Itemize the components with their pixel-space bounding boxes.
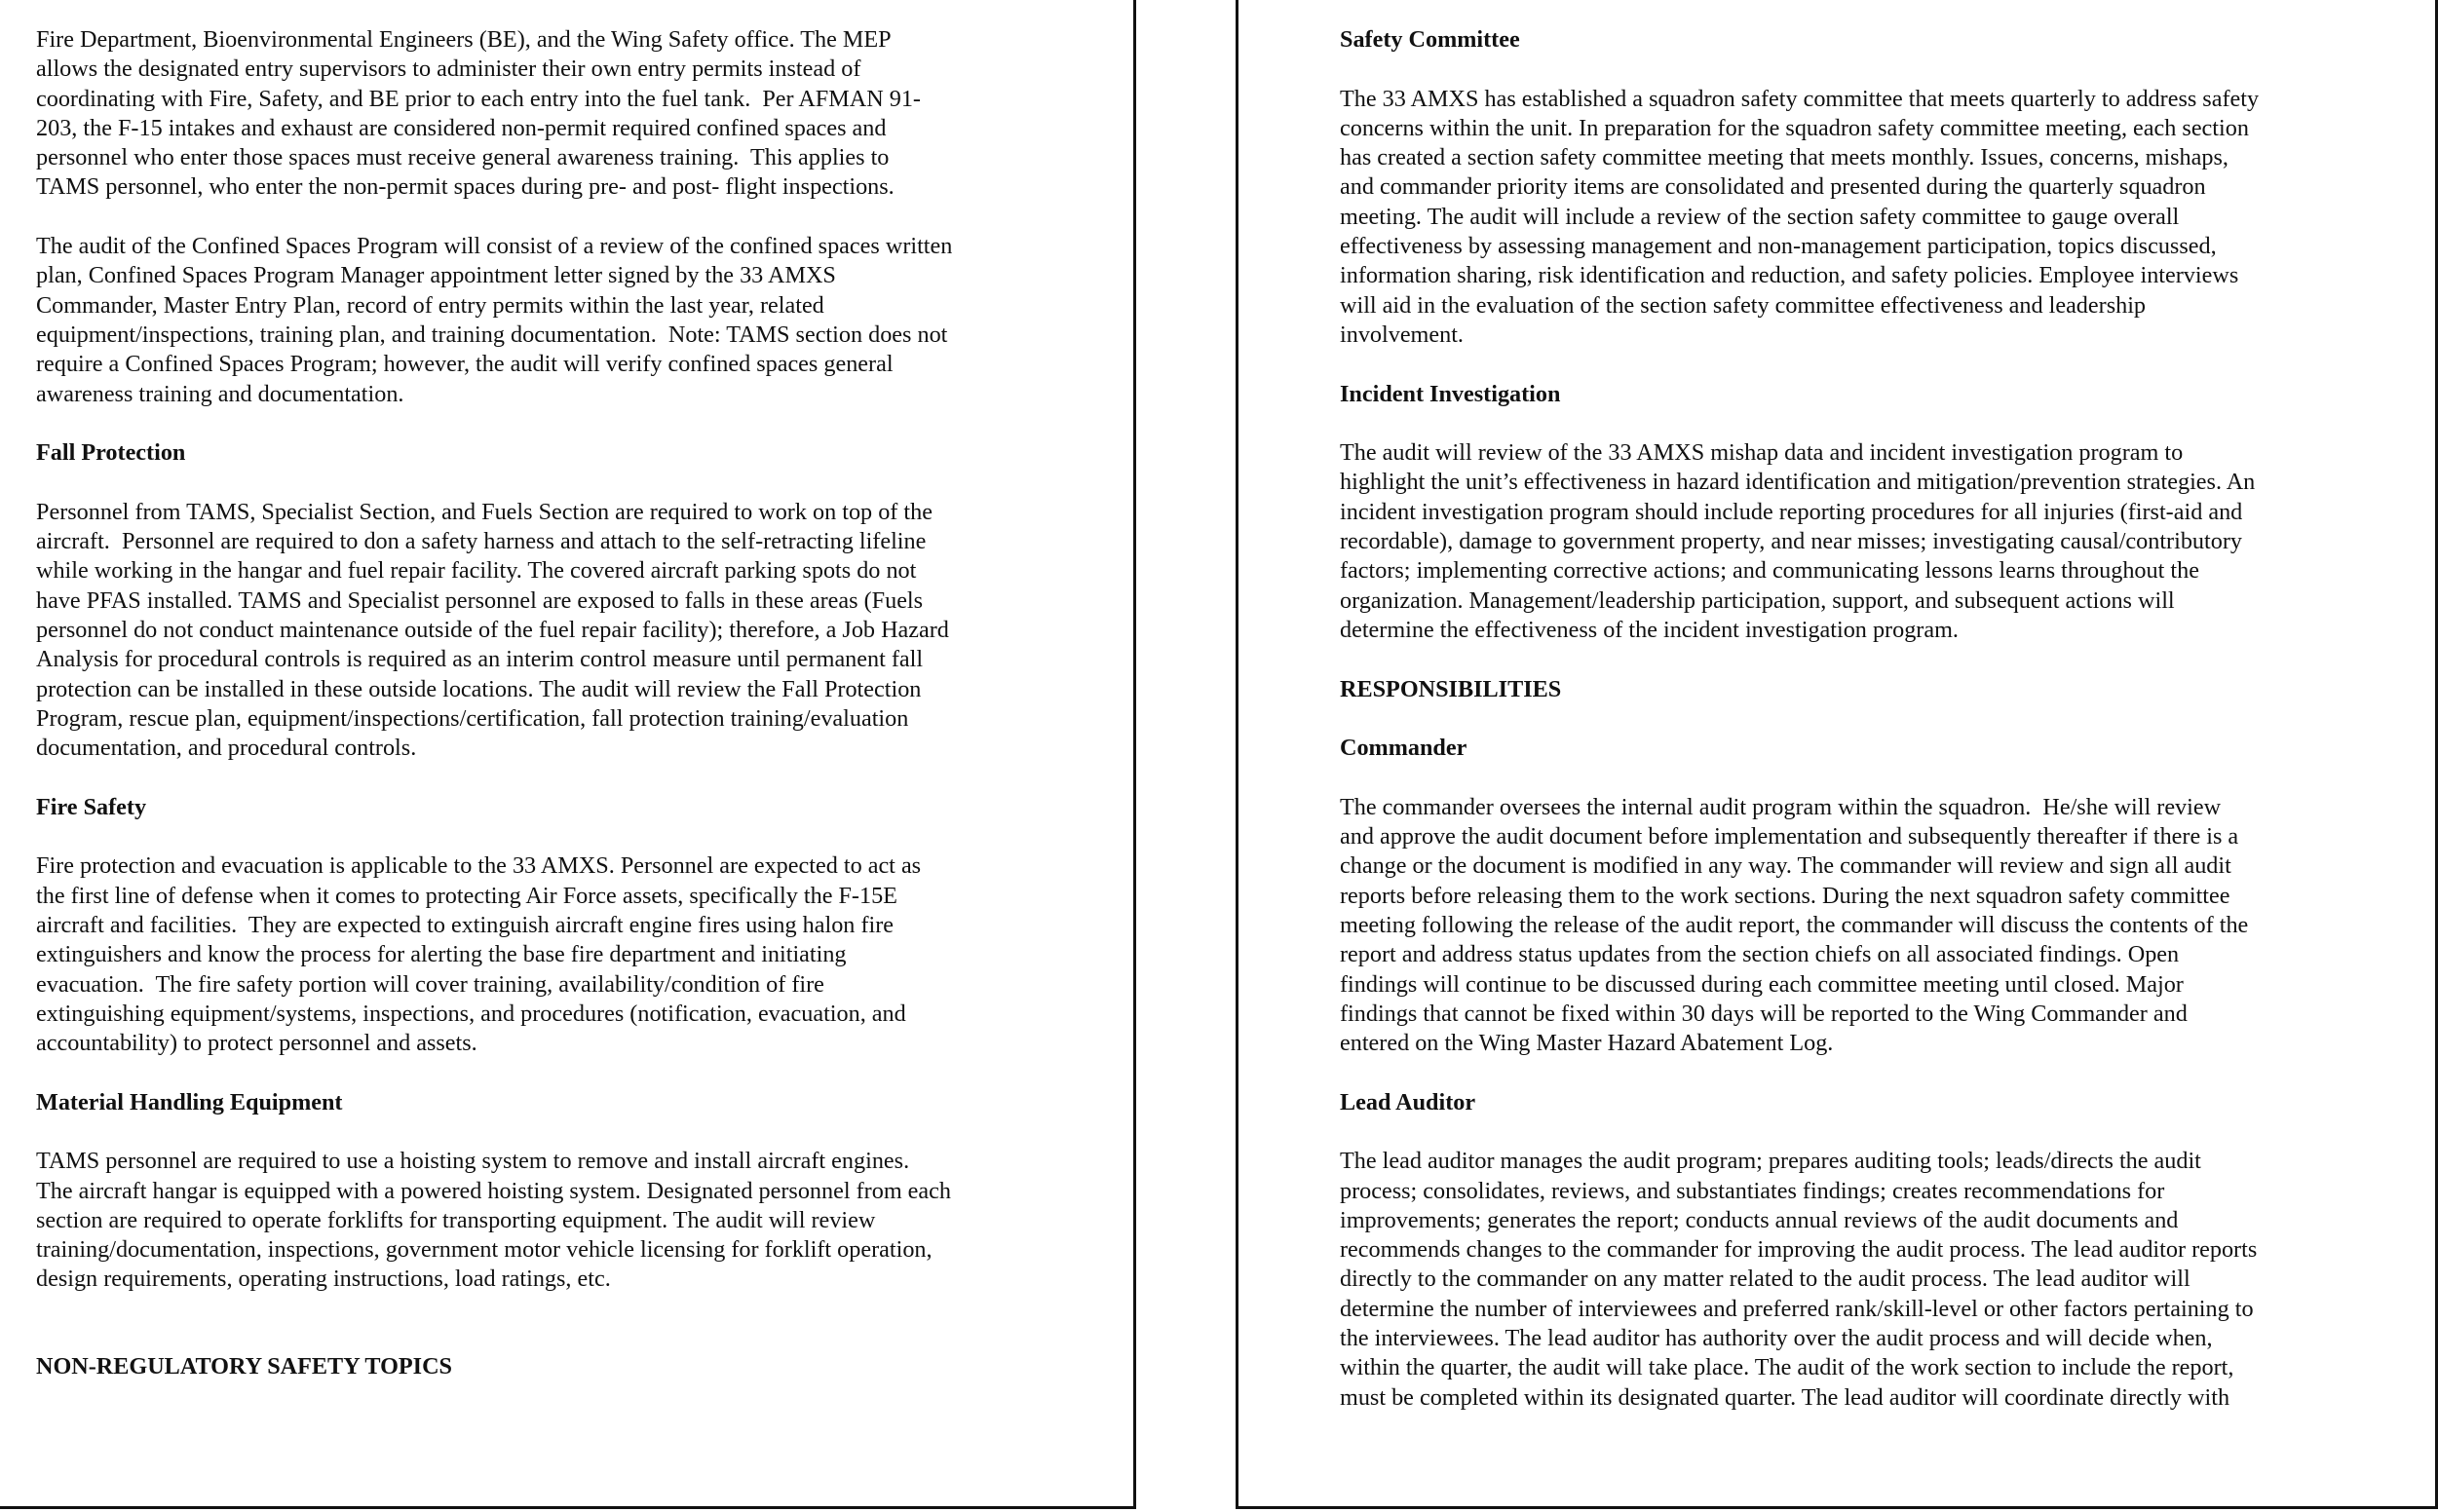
text-line: recordable), damage to government property, and near misses; investigating causal/contributory: [1340, 528, 2242, 555]
text-line: the first line of defense when it comes to protecting Air Force assets, specifically the F-15E: [36, 882, 897, 909]
text-line: determine the number of interviewees and preferred rank/skill-level or other factors pertaining to: [1340, 1295, 2254, 1322]
text-line: incident investigation program should include reporting procedures for all injuries (first-aid and: [1340, 498, 2243, 525]
text-line: meeting. The audit will include a review of the section safety committee to gauge overall: [1340, 203, 2180, 230]
text-line: The audit of the Confined Spaces Program will consist of a review of the confined spaces written: [36, 233, 953, 260]
text-line: factors; implementing corrective actions; and communicating lessons learns throughout the: [1340, 557, 2199, 585]
text-line: protection can be installed in these outside locations. The audit will review the Fall Protection: [36, 675, 922, 702]
text-line: aircraft and facilities. They are expected to extinguish aircraft engine fires using halon fire: [36, 911, 895, 938]
text-line: meeting following the release of the audit report, the commander will discuss the contents of the: [1340, 911, 2249, 938]
heading-non-regulatory-safety-topics: NON-REGULATORY SAFETY TOPICS: [36, 1352, 452, 1380]
paragraph-commander: [1340, 793, 2353, 1059]
text-line: The audit will review of the 33 AMXS mishap data and incident investigation program to: [1340, 439, 2184, 467]
heading-lead-auditor: Lead Auditor: [1340, 1088, 1476, 1115]
text-line: TAMS personnel, who enter the non-permit spaces during pre- and post- flight inspections.: [36, 173, 895, 201]
text-line: training/documentation, inspections, government motor vehicle licensing for forklift operation,: [36, 1236, 933, 1264]
text-line: personnel who enter those spaces must receive general awareness training. This applies to: [36, 144, 890, 171]
text-line: The 33 AMXS has established a squadron safety committee that meets quarterly to address safety: [1340, 85, 2260, 112]
heading-fall-protection: Fall Protection: [36, 439, 186, 467]
paragraph-safety-committee: [1340, 85, 2353, 351]
text-line: and approve the audit document before implementation and subsequently thereafter if there is a: [1340, 823, 2239, 850]
paragraph-material-handling-equipment: [36, 1147, 1049, 1294]
heading-commander: Commander: [1340, 735, 1467, 762]
text-line: findings will continue to be discussed during each committee meeting until closed. Major: [1340, 970, 2184, 998]
text-line: section are required to operate forklifts for transporting equipment. The audit will review: [36, 1206, 876, 1233]
text-line: involvement.: [1340, 321, 1464, 348]
paragraph-confined-spaces-intro: [36, 25, 1049, 203]
text-line: extinguishing equipment/systems, inspections, and procedures (notification, evacuation, and: [36, 1000, 906, 1027]
text-line: directly to the commander on any matter related to the audit process. The lead auditor will: [1340, 1266, 2190, 1293]
text-line: The commander oversees the internal audit program within the squadron. He/she will review: [1340, 793, 2222, 820]
text-line: change or the document is modified in any way. The commander will review and sign all audit: [1340, 852, 2231, 880]
text-line: Analysis for procedural controls is required as an interim control measure until permanent fall: [36, 646, 924, 673]
paragraph-fire-safety: [36, 851, 1049, 1058]
paragraph-lead-auditor: [1340, 1147, 2353, 1413]
text-line: effectiveness by assessing management and non-management participation, topics discussed,: [1340, 233, 2217, 260]
text-line: The lead auditor manages the audit program; prepares auditing tools; leads/directs the audit: [1340, 1148, 2201, 1175]
heading-safety-committee: Safety Committee: [1340, 26, 1520, 53]
text-line: and commander priority items are consolidated and presented during the quarterly squadron: [1340, 173, 2206, 201]
text-line: Fire protection and evacuation is applicable to the 33 AMXS. Personnel are expected to act as: [36, 852, 922, 880]
text-line: report and address status updates from the section chiefs on all associated findings. Open: [1340, 941, 2180, 968]
text-line: extinguishers and know the process for alerting the base fire department and initiating: [36, 941, 847, 968]
paragraph-fall-protection: [36, 498, 1049, 764]
text-line: accountability) to protect personnel and assets.: [36, 1030, 477, 1057]
heading-fire-safety: Fire Safety: [36, 793, 147, 820]
text-line: entered on the Wing Master Hazard Abatement Log.: [1340, 1030, 1834, 1057]
paragraph-confined-spaces-audit: [36, 232, 1049, 409]
text-line: has created a section safety committee meeting that meets monthly. Issues, concerns, mishaps,: [1340, 144, 2228, 171]
text-line: the interviewees. The lead auditor has authority over the audit process and will decide when,: [1340, 1325, 2213, 1352]
text-line: equipment/inspections, training plan, and training documentation. Note: TAMS section does not: [36, 321, 948, 348]
text-line: must be completed within its designated quarter. The lead auditor will coordinate directly with: [1340, 1383, 2230, 1411]
text-line: process; consolidates, reviews, and substantiates findings; creates recommendations for: [1340, 1177, 2165, 1204]
heading-material-handling-equipment: Material Handling Equipment: [36, 1088, 343, 1115]
text-line: plan, Confined Spaces Program Manager appointment letter signed by the 33 AMXS: [36, 262, 836, 289]
text-line: aircraft. Personnel are required to don a safety harness and attach to the self-retracting lifeline: [36, 528, 927, 555]
heading-responsibilities: RESPONSIBILITIES: [1340, 675, 1562, 702]
text-line: organization. Management/leadership participation, support, and subsequent actions will: [1340, 586, 2175, 614]
text-line: documentation, and procedural controls.: [36, 735, 417, 762]
right-page-content: [1340, 25, 2353, 1442]
text-line: reports before releasing them to the work sections. During the next squadron safety committee: [1340, 882, 2230, 909]
text-line: The aircraft hangar is equipped with a powered hoisting system. Designated personnel from each: [36, 1177, 951, 1204]
text-line: Personnel from TAMS, Specialist Section, and Fuels Section are required to work on top of the: [36, 498, 933, 525]
paragraph-incident-investigation: [1340, 438, 2353, 645]
heading-incident-investigation: Incident Investigation: [1340, 380, 1561, 407]
left-document-page: [0, 0, 1136, 1509]
text-line: will aid in the evaluation of the section safety committee effectiveness and leadership: [1340, 291, 2147, 319]
text-line: have PFAS installed. TAMS and Specialist personnel are exposed to falls in these areas (Fuels: [36, 586, 924, 614]
text-line: while working in the hangar and fuel repair facility. The covered aircraft parking spots do not: [36, 557, 917, 585]
text-line: concerns within the unit. In preparation for the squadron safety committee meeting, each section: [1340, 114, 2249, 141]
text-line: highlight the unit’s effectiveness in hazard identification and mitigation/prevention strategies. An: [1340, 469, 2256, 496]
text-line: determine the effectiveness of the incident investigation program.: [1340, 616, 1959, 643]
text-line: Program, rescue plan, equipment/inspections/certification, fall protection training/evaluation: [36, 704, 909, 732]
left-page-content: [36, 25, 1049, 1411]
text-line: awareness training and documentation.: [36, 380, 404, 407]
text-line: Fire Department, Bioenvironmental Engineers (BE), and the Wing Safety office. The MEP: [36, 26, 892, 53]
text-line: require a Confined Spaces Program; however, the audit will verify confined spaces general: [36, 351, 894, 378]
text-line: evacuation. The fire safety portion will cover training, availability/condition of fire: [36, 970, 824, 998]
text-line: findings that cannot be fixed within 30 days will be reported to the Wing Commander and: [1340, 1000, 2188, 1027]
right-document-page: [1236, 0, 2438, 1509]
text-line: within the quarter, the audit will take place. The audit of the work section to include the report,: [1340, 1354, 2234, 1381]
text-line: 203, the F-15 intakes and exhaust are considered non-permit required confined spaces and: [36, 114, 887, 141]
text-line: TAMS personnel are required to use a hoisting system to remove and install aircraft engines.: [36, 1148, 910, 1175]
text-line: Commander, Master Entry Plan, record of entry permits within the last year, related: [36, 291, 824, 319]
text-line: improvements; generates the report; conducts annual reviews of the audit documents and: [1340, 1206, 2179, 1233]
text-line: design requirements, operating instructions, load ratings, etc.: [36, 1266, 611, 1293]
text-line: recommends changes to the commander for improving the audit process. The lead auditor reports: [1340, 1236, 2258, 1264]
text-line: information sharing, risk identification and reduction, and safety policies. Employee interviews: [1340, 262, 2239, 289]
text-line: personnel do not conduct maintenance outside of the fuel repair facility); therefore, a Job Hazard: [36, 616, 949, 643]
text-line: allows the designated entry supervisors to administer their own entry permits instead of: [36, 56, 861, 83]
text-line: coordinating with Fire, Safety, and BE prior to each entry into the fuel tank. Per AFMAN 91-: [36, 85, 921, 112]
